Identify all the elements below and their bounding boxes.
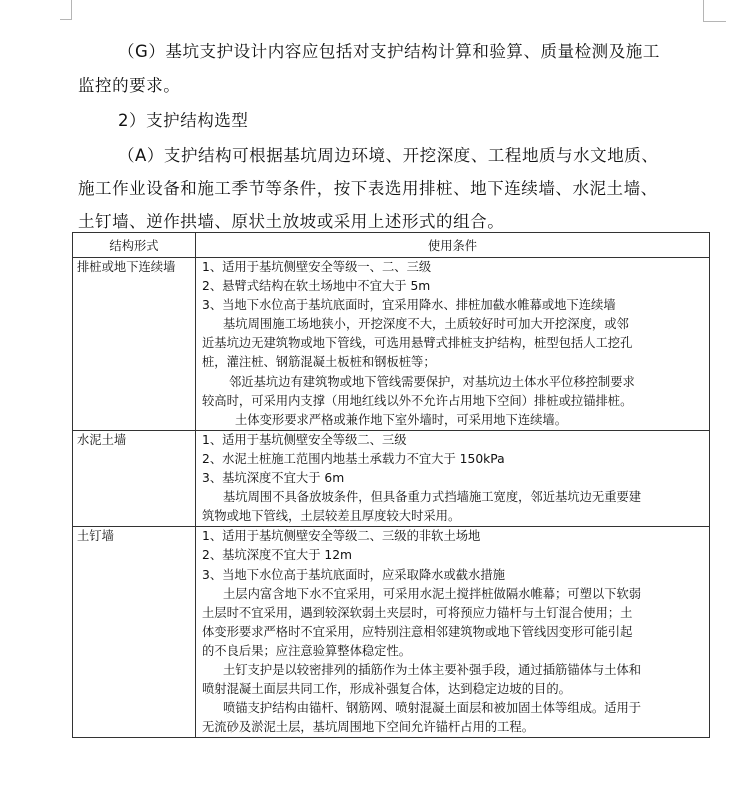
condition-line: 较高时，可采用内支撑（用地红线以外不允许占用地下空间）排桩或拉锚排桩。 — [202, 393, 633, 408]
condition-line: 土体变形要求严格或兼作地下室外墙时，可采用地下连续墙。 — [235, 412, 568, 427]
header-conditions: 使用条件 — [196, 233, 710, 258]
paragraph-a-line2: 施工作业设备和施工季节等条件，按下表选用排桩、地下连续墙、水泥土墙、 — [78, 179, 658, 198]
paragraph-a-line1: （A）支护结构可根据基坑周边环境、开挖深度、工程地质与水文地质、 — [118, 146, 659, 165]
paragraph-g-line1: （G）基坑支护设计内容应包括对支护结构计算和验算、质量检测及施工 — [118, 42, 660, 61]
table-row — [73, 527, 710, 738]
row-type — [73, 527, 196, 738]
condition-line: 喷锚支护结构由锚杆、钢筋网、喷射混凝土面层和被加固土体等组成。适用于 — [223, 701, 642, 716]
condition-line: 喷射混凝土面层共同工作，形成补强复合体，达到稳定边坡的目的。 — [202, 682, 571, 697]
table-header-row — [73, 233, 710, 258]
row-conditions — [196, 527, 710, 738]
condition-line: 1、适用于基坑侧壁安全等级一、二、三级 — [202, 260, 432, 274]
page-corner-mark-left — [60, 0, 72, 20]
condition-line: 1、适用于基坑侧壁安全等级二、三级的非软土场地 — [202, 529, 481, 544]
condition-line: 3、基坑深度不宜大于 6m — [202, 471, 345, 486]
support-structure-table — [72, 232, 710, 738]
condition-line: 1、适用于基坑侧壁安全等级二、三级 — [202, 432, 407, 447]
condition-line: 2、水泥土桩施工范围内地基土承载力不宜大于 150kPa — [202, 451, 505, 466]
row-type-label: 排桩或地下连续墙 — [77, 260, 176, 274]
condition-line: 土层内富含地下水不宜采用，可采用水泥土搅拌桩做隔水帷幕；可塑以下软弱 — [223, 586, 642, 601]
row-type — [73, 430, 196, 526]
row-type-label: 土钉墙 — [77, 529, 114, 544]
condition-line: 2、悬臂式结构在软土场地中不宜大于 5m — [202, 279, 431, 294]
condition-line: 土钉支护是以较密排列的插筋作为土体主要补强手段，通过插筋锚体与土体和 — [223, 662, 642, 677]
paragraph-a-line3: 土钉墙、逆作拱墙、原状土放坡或采用上述形式的组合。 — [78, 212, 505, 231]
row-type — [73, 258, 196, 431]
condition-line: 3、当地下水位高于基坑底面时，应采取降水或截水措施 — [202, 567, 505, 582]
condition-line: 土层时不宜采用，遇到较深软弱土夹层时，可将预应力锚杆与土钉混合使用；土 — [202, 605, 633, 620]
condition-line: 近基坑边无建筑物或地下管线，可选用悬臂式排桩支护结构，桩型包括人工挖孔 — [202, 336, 633, 351]
page-corner-mark-right — [703, 0, 726, 22]
condition-line: 2、基坑深度不宜大于 12m — [202, 548, 353, 563]
paragraph-g-line2: 监控的要求。 — [78, 76, 181, 95]
table-row — [73, 430, 710, 526]
condition-line: 邻近基坑边有建筑物或地下管线需要保护，对基坑边土体水平位移控制要求 — [229, 374, 635, 389]
condition-line: 筑物或地下管线，土层较差且厚度较大时采用。 — [202, 509, 461, 524]
row-conditions — [196, 430, 710, 526]
table-row — [73, 258, 710, 431]
condition-line: 基坑周围不具备放坡条件，但具备重力式挡墙施工宽度，邻近基坑边无重要建 — [223, 490, 642, 505]
row-conditions — [196, 258, 710, 431]
row-type-label: 水泥土墙 — [77, 432, 127, 447]
header-structure-type: 结构形式 — [73, 233, 196, 258]
condition-line: 基坑周围施工场地狭小，开挖深度不大，土质较好时可加大开挖深度，或邻 — [223, 317, 629, 332]
section-heading: 2）支护结构选型 — [118, 111, 249, 130]
condition-line: 3、当地下水位高于基坑底面时，宜采用降水、排桩加截水帷幕或地下连续墙 — [202, 298, 616, 313]
condition-line: 的不良后果；应注意验算整体稳定性。 — [202, 643, 412, 658]
condition-line: 体变形要求严格时不宜采用，应特别注意相邻建筑物或地下管线因变形可能引起 — [202, 624, 633, 639]
condition-line: 无流砂及淤泥土层，基坑周围地下空间允许锚杆占用的工程。 — [202, 720, 535, 735]
condition-line: 桩，灌注桩、钢筋混凝土板桩和钢板桩等； — [202, 355, 436, 370]
